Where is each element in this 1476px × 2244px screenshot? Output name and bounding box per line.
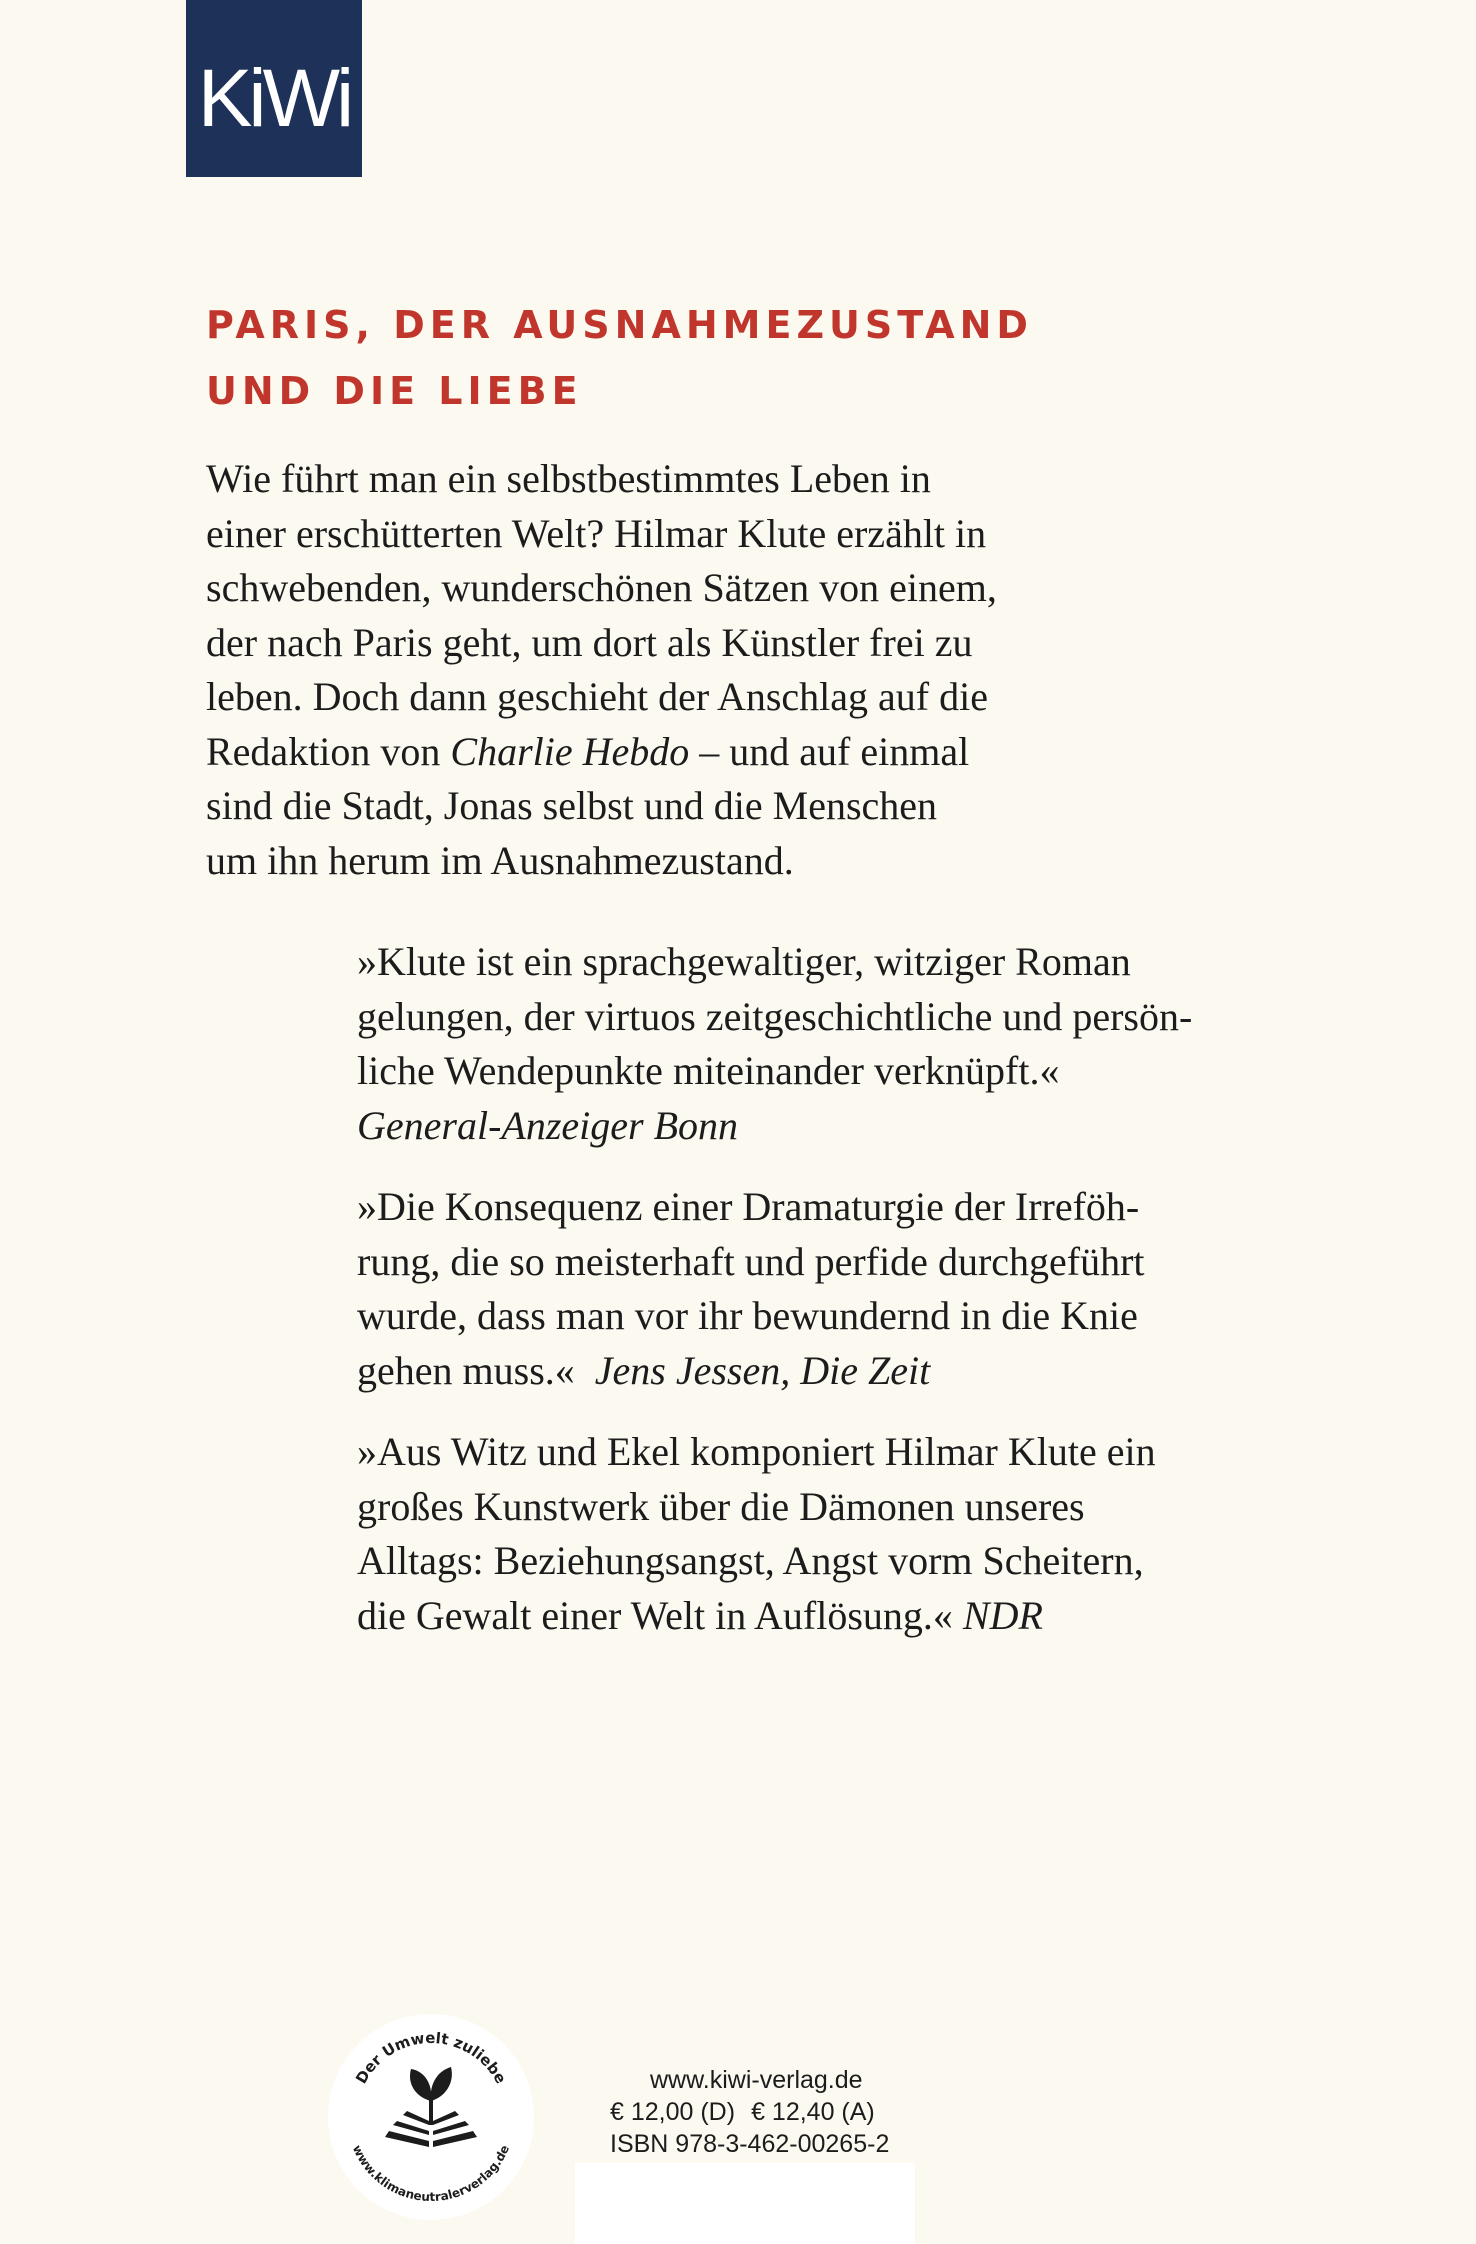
quote-line: »Aus Witz und Ekel komponiert Hilmar Klute ein [357, 1429, 1156, 1474]
blurb-line: einer erschütterten Welt? Hilmar Klute erzählt in [206, 510, 987, 556]
quote-line: rung, die so meisterhaft und perfide durchgeführt [357, 1238, 1145, 1284]
headline-line-1: PARIS, DER AUSNAHMEZUSTAND [206, 303, 1033, 347]
quote-line: »Klute ist ein sprachgewaltiger, witziger Roman [357, 939, 1131, 984]
quote-line: »Die Konsequenz einer Dramaturgie der Irreföh- [357, 1184, 1140, 1229]
blurb-line: Wie führt man ein selbstbestimmtes Leben in [206, 456, 931, 501]
quote-line: wurde, dass man vor ihr bewundernd in die Knie [357, 1293, 1138, 1338]
quote-line: großes Kunstwerk über die Dämonen unseres [357, 1483, 1085, 1529]
seal-bottom-text: www.klimaneutralerverlag.de [349, 2142, 513, 2205]
quote-source: Jens Jessen, Die Zeit [594, 1347, 931, 1393]
magazine-title: Charlie Hebdo [450, 728, 690, 774]
seal-top-text: Der Umwelt zuliebe [352, 2028, 510, 2087]
quote-line: Alltags: Beziehungsangst, Angst vorm Scheitern, [357, 1538, 1144, 1583]
quote-line: gelungen, der virtuos zeitgeschichtliche und persön- [357, 993, 1193, 1039]
blurb-line: leben. Doch dann geschieht der Anschlag auf die [206, 674, 988, 719]
price-austria: € 12,40 (A) [751, 2098, 875, 2126]
quote-source: General-Anzeiger Bonn [357, 1102, 739, 1148]
isbn: ISBN 978-3-462-00265-2 [610, 2130, 890, 2158]
blurb-paragraph [206, 452, 1206, 888]
climate-neutral-seal-icon [327, 2013, 535, 2221]
blurb-line [206, 725, 1206, 780]
quote-line [357, 1344, 1357, 1399]
review-quotes [357, 935, 1357, 1670]
headline-line-2: UND DIE LIEBE [206, 369, 583, 413]
quote-line: liche Wendepunkte miteinander verknüpft.« [357, 1048, 1060, 1093]
blurb-line: um ihn herum im Ausnahmezustand. [206, 837, 794, 883]
price-line [610, 2096, 889, 2128]
blurb-line: sind die Stadt, Jonas selbst und die Menschen [206, 783, 938, 828]
barcode-area [575, 2163, 915, 2244]
review-quote-2 [357, 1180, 1357, 1398]
review-quote-1 [357, 935, 1357, 1153]
quote-text: die Gewalt einer Welt in Auflösung.« [357, 1592, 953, 1638]
quote-line [357, 1589, 1357, 1644]
headline [206, 292, 1033, 424]
quote-text: gehen muss.« [357, 1347, 575, 1393]
kiwi-logo: KiWi [186, 0, 362, 177]
blurb-line: der nach Paris geht, um dort als Künstler frei zu [206, 619, 973, 665]
review-quote-3 [357, 1425, 1357, 1643]
publisher-url: www.kiwi-verlag.de [650, 2066, 863, 2094]
blurb-text: – und auf einmal [689, 728, 970, 774]
quote-source: NDR [962, 1592, 1043, 1638]
blurb-line: schwebenden, wunderschönen Sätzen von einem, [206, 565, 997, 610]
price-germany: € 12,00 (D) [610, 2098, 736, 2126]
imprint-block [610, 2064, 889, 2160]
blurb-text: Redaktion von [206, 728, 451, 774]
